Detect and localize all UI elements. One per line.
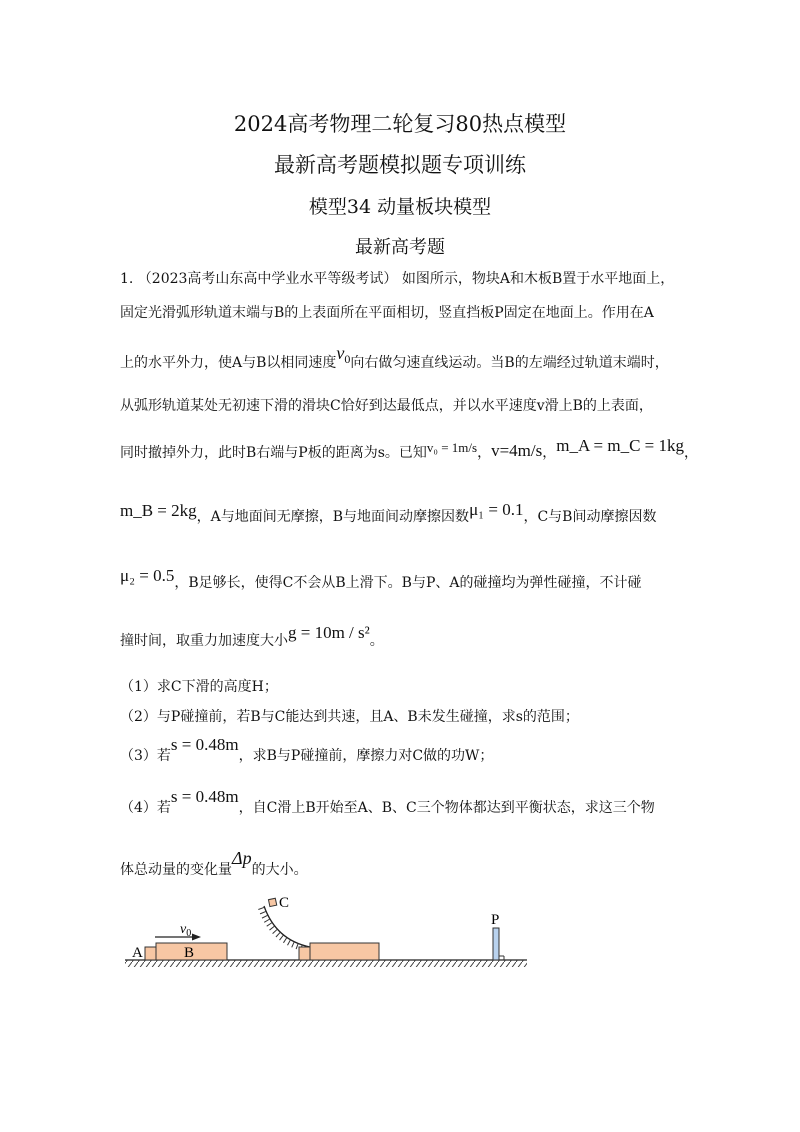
board-b-second <box>310 943 379 960</box>
text: ， <box>477 445 492 461</box>
plate-p <box>493 928 499 960</box>
text: ，B足够长，使得C不会从B上滑下。B与P、A的碰撞均为弹性碰撞，不计碰 <box>174 575 642 591</box>
label-b: B <box>184 945 195 961</box>
text: （4）若 <box>120 800 171 816</box>
question-1: （1）求C下滑的高度H； <box>120 679 278 695</box>
v0-subscript: 0 <box>344 351 351 366</box>
text: 体总动量的变化量 <box>120 862 232 878</box>
eq-g: g = 10m / s² <box>288 623 370 642</box>
text: ， <box>684 445 699 461</box>
label-p: P <box>491 912 500 928</box>
eq-mu2: μ₂ = 0.5 <box>120 566 175 585</box>
question-3 <box>120 735 494 765</box>
question-4 <box>120 787 655 817</box>
problem-line-2: 固定光滑弧形轨道末端与B的上表面所在平面相切，竖直挡板P固定在地面上。作用在A <box>120 305 654 321</box>
ground <box>125 960 527 967</box>
text: 。 <box>369 633 384 649</box>
problem-line-3 <box>120 343 669 375</box>
text: （3）若 <box>120 748 171 764</box>
label-a: A <box>132 945 143 961</box>
doc-title: 2024高考物理二轮复习80热点模型 <box>233 112 567 136</box>
text: ，A与地面间无摩擦，B与地面间动摩擦因数 <box>196 509 470 525</box>
eq-mass-ac: m_A = m_C = 1kg <box>556 436 685 455</box>
text: ，自C滑上B开始至A、B、C三个物体都达到平衡状态，求这三个物 <box>238 800 655 816</box>
text: ，求B与P碰撞前，摩擦力对C做的功W； <box>238 748 494 764</box>
label-v0: $v_0$ <box>180 922 192 939</box>
eq-s-repeat: s = 0.48m <box>170 787 239 806</box>
v0-symbol: v <box>336 343 345 363</box>
problem-line-4: 从弧形轨道某处无初速下滑的滑块C恰好到达最低点，并以水平速度v滑上B的上表面， <box>120 398 653 414</box>
doc-subtitle: 最新高考题模拟题专项训练 <box>274 153 526 177</box>
problem-line-8 <box>120 623 384 650</box>
label-c: C <box>279 895 290 911</box>
text: ， <box>542 445 557 461</box>
eq-s: s = 0.48m <box>170 735 239 754</box>
block-a-second <box>299 947 310 960</box>
text: 撞时间，取重力加速度大小 <box>120 633 288 649</box>
arc-track <box>261 906 310 949</box>
section-title: 最新高考题 <box>355 237 445 258</box>
problem-line-5 <box>120 436 699 462</box>
text: 上的水平外力，使A与B以相同速度 <box>120 355 337 371</box>
eq-mass-b: m_B = 2kg <box>120 501 197 520</box>
model-title: 模型34 动量板块模型 <box>308 196 492 218</box>
text: ，C与B间动摩擦因数 <box>523 509 657 525</box>
problem-figure <box>0 890 800 990</box>
slider-c <box>268 898 276 906</box>
eq-v0: v₀ = 1m/s <box>426 440 478 455</box>
question-4-continued <box>120 848 308 879</box>
problem-line-1: 1. （2023高考山东高中学业水平等级考试） 如图所示，物块A和木板B置于水平地面上， <box>120 271 675 287</box>
block-a <box>145 947 156 960</box>
eq-delta-p: Δp <box>232 848 252 868</box>
velocity-arrow-icon <box>155 934 201 941</box>
problem-line-7 <box>120 566 642 592</box>
eq-mu1: μ₁ = 0.1 <box>469 500 524 519</box>
problem-line-6 <box>120 500 657 526</box>
text: 向右做匀速直线运动。当B的左端经过轨道末端时， <box>350 355 669 371</box>
text: 的大小。 <box>251 862 308 878</box>
question-2: （2）与P碰撞前，若B与C能达到共速，且A、B未发生碰撞，求s的范围； <box>120 709 579 725</box>
eq-v: v=4m/s <box>491 441 543 460</box>
text: 同时撤掉外力，此时B右端与P板的距离为s。已知 <box>120 445 427 461</box>
